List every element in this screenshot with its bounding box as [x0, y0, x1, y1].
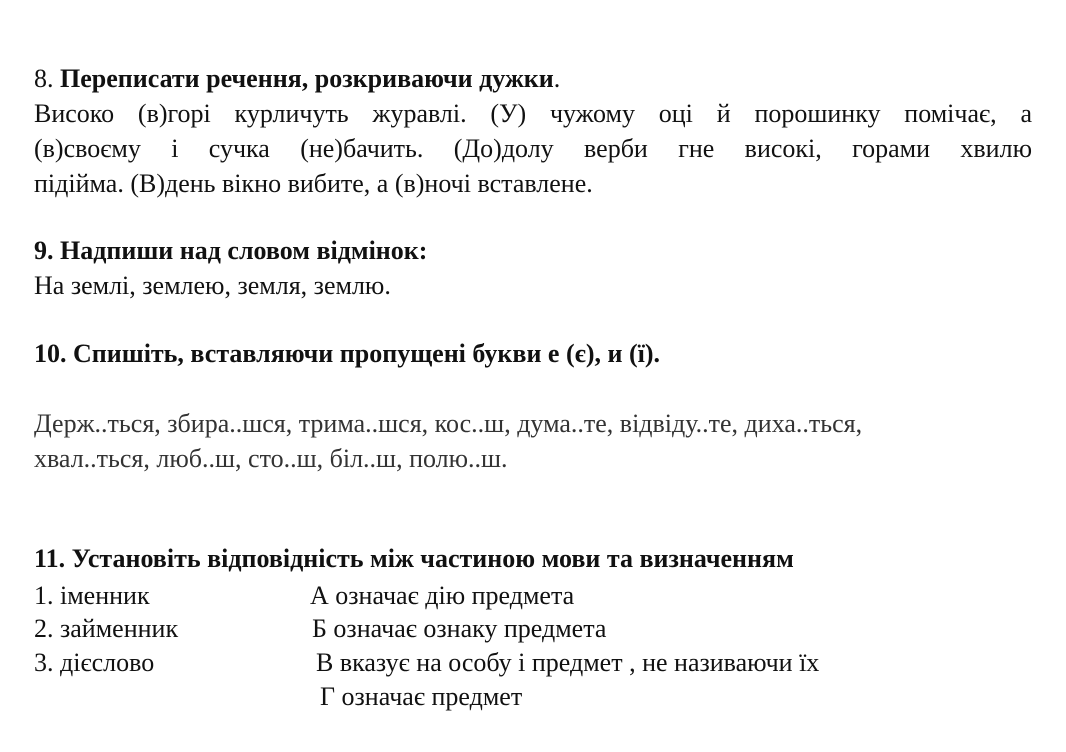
- task10-line-2: хвал..ться, люб..ш, сто..ш, біл..ш, полю..ш.: [34, 444, 508, 473]
- task9-text: На землі, землею, земля, землю.: [34, 271, 391, 300]
- task10-number: 10.: [34, 339, 67, 368]
- task11-title: 11. Установіть відповідність між частиною мови та визначенням: [34, 544, 794, 573]
- task11-right-item-a: А означає дію предмета: [310, 581, 575, 610]
- task8-title-end: .: [553, 64, 561, 93]
- task11-right-item-b: Б означає ознаку предмета: [312, 614, 607, 643]
- task8-line-1: Високо (в)горі курличуть журавлі. (У) чужому оці й порошинку помічає, а: [34, 99, 1032, 128]
- task9-title: 9. Надпиши над словом відмінок:: [34, 236, 428, 265]
- task10-line-1: Держ..ться, збира..шся, трима..шся, кос..ш, дума..те, відвіду..те, диха..ться,: [34, 409, 863, 438]
- task10-heading: [34, 339, 660, 369]
- task11-left-item-1: 1. іменник: [34, 581, 150, 610]
- task8-line-2: (в)своєму і сучка (не)бачить. (До)долу верби гне високі, горами хвилю: [34, 134, 1032, 163]
- task11-right-item-d: Г означає предмет: [320, 682, 523, 711]
- task10-title: Спишіть, вставляючи пропущені букви е (є), и (ї).: [73, 339, 661, 368]
- task8-number: 8.: [34, 64, 54, 93]
- task11-right-item-c: В вказує на особу і предмет , не називаючи їх: [316, 648, 820, 677]
- task11-left-item-2: 2. займенник: [34, 614, 179, 643]
- task11-left-item-3: 3. дієслово: [34, 648, 155, 677]
- task8-line-3: підійма. (В)день вікно вибите, а (в)ночі вставлене.: [34, 169, 593, 198]
- task8-title: Переписати речення, розкриваючи дужки: [60, 64, 554, 93]
- task8-heading: [34, 64, 560, 94]
